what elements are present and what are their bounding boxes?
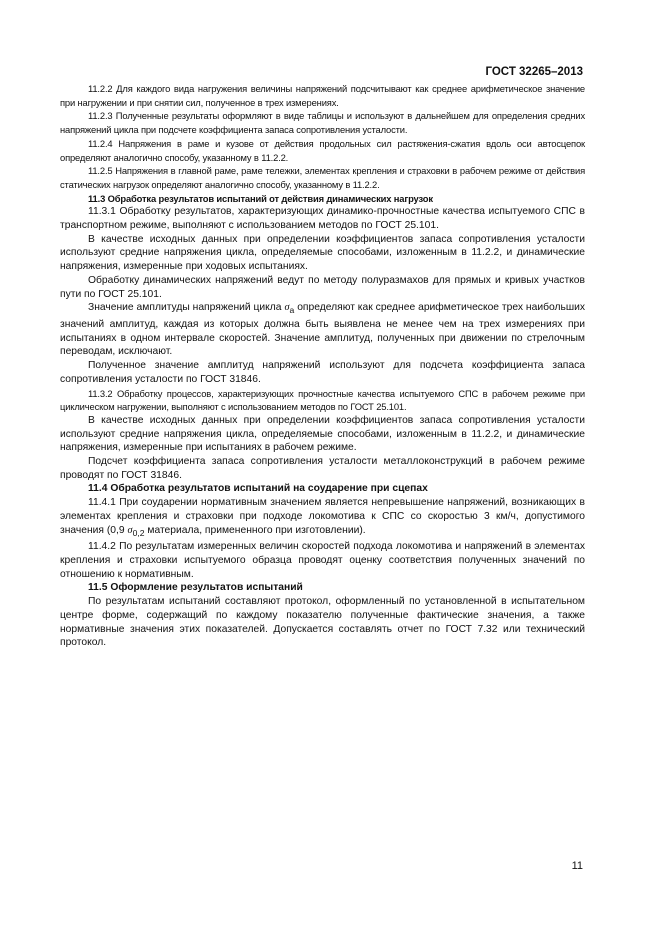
heading-11-3: 11.3 Обработка результатов испытаний от действия динамических нагрузок xyxy=(88,192,433,204)
paragraph-11-3-1: 11.3.1 Обработку результатов, характеризующих динамико-прочностные качества испытуемого СПС в транспортном режиме, выполняют с использованием методов по ГОСТ 25.101. xyxy=(60,206,585,232)
paragraph-input-data-working: В качестве исходных данных при определении коэффициентов запаса сопротивления усталости используют средние напряжения цикла, определяемые способами, изложенным в 11.2.2, и динамические напряжения, измеренные при испытаниях в рабочем режиме. xyxy=(60,414,585,454)
paragraph-input-data-transport: В качестве исходных данных при определении коэффициентов запаса сопротивления усталости используют средние напряжения цикла, определяемые способами, изложенным в 11.2.2, и динамические напряжения, измеренные при ходовых испытаниях. xyxy=(60,233,585,273)
paragraph-11-2-4: 11.2.4 Напряжения в раме и кузове от действия продольных сил растяжения-сжатия вдоль оси автосцепок определяют аналогично способу, указанному в 11.2.2. xyxy=(60,137,585,163)
paragraph-11-2-2: 11.2.2 Для каждого вида нагружения величины напряжений подсчитывают как среднее арифметическое значение при нагружении и при снятии сил, полученное в трех измерениях. xyxy=(60,83,585,108)
heading-11-4: 11.4 Обработка результатов испытаний на соударение при сцепах xyxy=(88,483,428,495)
sigma-subscript: 0,2 xyxy=(132,527,145,538)
page-number: 11 xyxy=(571,860,583,872)
text-amplitude-before: Значение амплитуды напряжений цикла xyxy=(88,302,285,314)
paragraph-fatigue-calc: Подсчет коэффициента запаса сопротивления усталости металлоконструкций в рабочем режиме проводят по ГОСТ 31846. xyxy=(60,456,585,481)
sigma-symbol: σ xyxy=(284,302,290,314)
paragraph-amplitude-value xyxy=(60,301,585,359)
document-body xyxy=(60,82,585,650)
paragraph-half-range-method: Обработку динамических напряжений ведут по методу полуразмахов для прямых и кривых участков пути по ГОСТ 25.101. xyxy=(60,274,585,300)
text-collision-before: 11.4.1 При соударении нормативным значением является непревышение напряжений, возникающих в элементах крепления и страховки при подходе локомотива к СПС со скоростью 3 км/ч, допустимого значения (0,9 xyxy=(60,497,585,536)
document-code: ГОСТ 32265–2013 xyxy=(485,66,583,78)
text-collision-after: материала, примененного при изготовлении). xyxy=(144,524,366,536)
sigma-symbol: σ xyxy=(127,524,133,536)
paragraph-11-4-1 xyxy=(60,496,585,540)
heading-11-5: 11.5 Оформление результатов испытаний xyxy=(88,582,303,594)
paragraph-11-2-5: 11.2.5 Напряжения в главной раме, раме тележки, элементах крепления и страховки в рабочем режиме от действия статических нагрузок определяют аналогично способу, указанному в 11.2.2. xyxy=(60,165,585,190)
paragraph-11-4-2: 11.4.2 По результатам измеренных величин скоростей подхода локомотива и напряжений в элементах крепления и страховки испытуемого образца проводят оценку соответствия полученных значений по отношению к нормативным. xyxy=(60,541,585,580)
paragraph-amplitude-usage: Полученное значение амплитуд напряжений используют для подсчета коэффициента запаса сопротивления усталости по ГОСТ 31846. xyxy=(60,360,585,385)
paragraph-11-2-3: 11.2.3 Полученные результаты оформляют в виде таблицы и используют в дальнейшем для определения средних напряжений цикла при подсчете коэффициента запаса сопротивления усталости. xyxy=(60,110,585,136)
sigma-subscript: a xyxy=(289,305,295,316)
paragraph-protocol: По результатам испытаний составляют протокол, оформленный по установленной в испытательном центре форме, содержащий по каждому показателю полученные фактические значения, а также нормативные значения этих показателей. Допускается составлять отчет по ГОСТ 7.32 или технический протокол. xyxy=(60,596,585,649)
paragraph-11-3-2: 11.3.2 Обработку процессов, характеризующих прочностные качества испытуемого СПС в рабочем режиме при циклическом нагружении, выполняют с использованием методов по ГОСТ 25.101. xyxy=(60,387,585,413)
text-amplitude-after: определяют как среднее арифметическое трех наибольших значений амплитуд, каждая из которых должна быть выявлена не менее чем на трех измерениях при испытаниях в одном интервале скоростей. Значение амплитуд, полученных при движении по стрелочным переводам, исключают. xyxy=(60,302,586,358)
